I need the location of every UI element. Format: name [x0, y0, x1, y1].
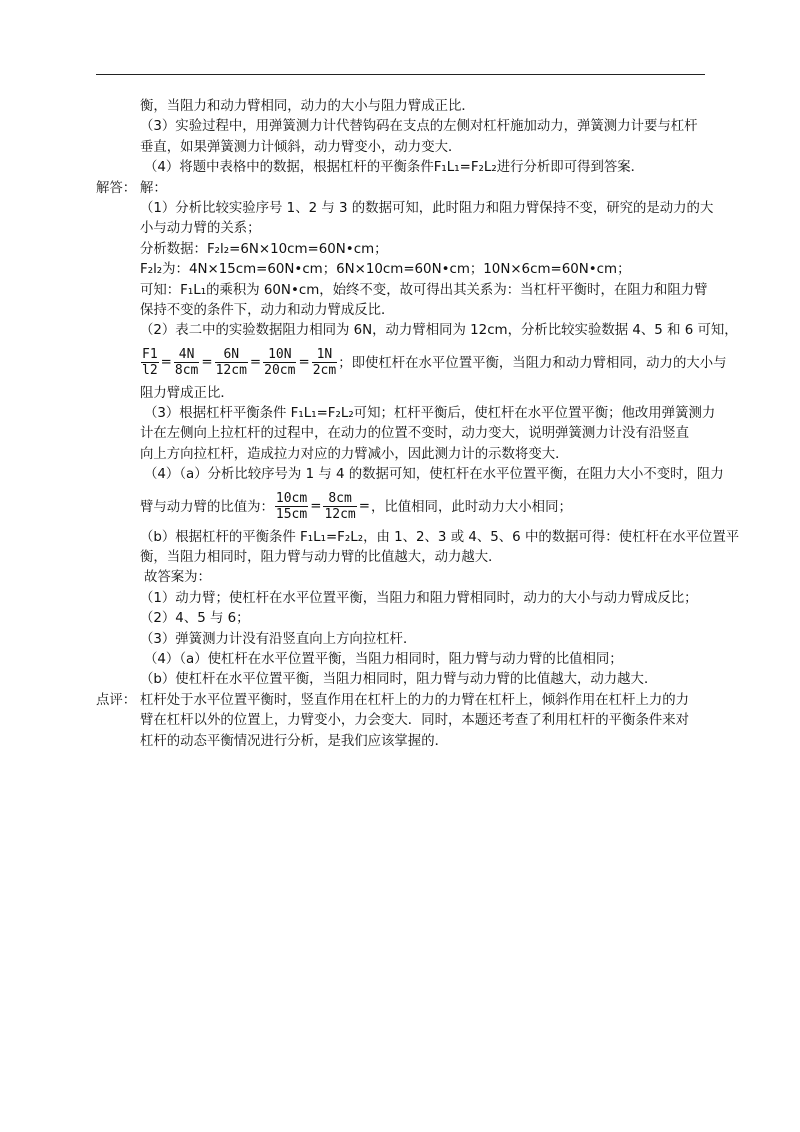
final-answer-line: （3）弹簧测力计没有沿竖直向上方向拉杠杆．: [140, 631, 417, 647]
answer-line: 阻力臂成正比．: [140, 385, 234, 401]
equation-tail-text: ；即使杠杆在水平位置平衡，当阻力和动力臂相同，动力的大小与: [338, 355, 727, 371]
fraction-numerator: 10N: [263, 347, 296, 363]
answer-line: （b）根据杠杆的平衡条件 F₁L₁=F₂L₂，由 1、2、3 或 4、5、6 中的数据可得：使杠杆在水平位置平: [140, 529, 740, 545]
equals-sign: =: [298, 354, 310, 370]
fraction-numerator: 6N: [215, 347, 248, 363]
fraction-numerator: 10cm: [275, 491, 308, 507]
fraction-equation-line: [96, 342, 727, 384]
final-answer-line: （2）4、5 与 6；: [140, 611, 250, 627]
fraction-denominator: 15cm: [275, 507, 308, 523]
fraction: [263, 347, 296, 378]
fraction-denominator: 2cm: [312, 363, 337, 379]
equals-sign: =: [201, 354, 213, 370]
equation-lead-text: 臂与动力臂的比值为：: [140, 499, 274, 515]
comment-head: [96, 691, 708, 711]
fraction-denominator: 12cm: [215, 363, 247, 379]
answer-head: [96, 179, 708, 199]
analysis-line: （4）将题中表格中的数据，根据杠杆的平衡条件F₁L₁=F₂L₂进行分析即可得到答案．: [144, 160, 645, 176]
answer-head-text: 解：: [140, 180, 167, 196]
analysis-line: 衡，当阻力和动力臂相同，动力的大小与阻力臂成正比．: [140, 99, 475, 114]
answer-line: 可知：F₁L₁的乘积为 60N•cm，始终不变，故可得出其关系为：当杠杆平衡时，在阻力和阻力臂: [140, 282, 708, 298]
fraction-numerator: 8cm: [323, 491, 356, 507]
header-rule: [96, 74, 705, 75]
fraction-denominator: 20cm: [264, 363, 296, 379]
fraction-numerator: F1: [142, 347, 158, 363]
fraction-equation-line: [96, 486, 708, 528]
comment-label: 点评：: [96, 692, 137, 708]
answer-line: F₂l₂为：4N×15cm=60N•cm；6N×10cm=60N•cm；10N×6cm=60N•cm；: [140, 262, 631, 278]
analysis-line: 垂直，如果弹簧测力计倾斜，动力臂变小，动力变大．: [140, 139, 462, 155]
final-answer-line: （1）动力臂；使杠杆在水平位置平衡，当阻力和阻力臂相同时，动力的大小与动力臂成反比；: [140, 590, 698, 606]
fraction-denominator: 8cm: [174, 363, 199, 379]
final-answer-label: 故答案为：: [144, 570, 211, 586]
answer-line: （3）根据杠杆平衡条件 F₁L₁=F₂L₂可知；杠杆平衡后，使杠杆在水平位置平衡；他改用弹簧测力: [144, 406, 716, 422]
answer-line: （2）表二中的实验数据阻力相同为 6N，动力臂相同为 12cm，分析比较实验数据 4、5 和 6 可知，: [140, 323, 738, 339]
answer-line: （4）（a）分析比较序号为 1 与 4 的数据可知，使杠杆在水平位置平衡，在阻力大小不变时，阻力: [144, 467, 724, 483]
answer-line: 向上方向拉杠杆，造成拉力对应的力臂减小，因此测力计的示数将变大．: [140, 446, 569, 462]
final-answer-line: （4）（a）使杠杆在水平位置平衡，当阻力相同时，阻力臂与动力臂的比值相同；: [144, 651, 623, 667]
equation-tail-text: ，比值相同，此时动力大小相同；: [371, 499, 572, 515]
answer-label: 解答：: [96, 180, 137, 196]
comment-line: 杠杆的动态平衡情况进行分析，是我们应该掌握的．: [140, 733, 448, 749]
fraction: [312, 347, 337, 378]
fraction-numerator: 1N: [312, 347, 337, 363]
comment-line: 臂在杠杆以外的位置上，力臂变小，力会变大．同时，本题还考查了利用杠杆的平衡条件来对: [140, 713, 690, 729]
solution-document: [96, 97, 740, 752]
final-answer-line: （b）使杠杆在水平位置平衡，当阻力相同时，阻力臂与动力臂的比值越大，动力越大．: [140, 672, 658, 688]
analysis-line: （3）实验过程中，用弹簧测力计代替钩码在支点的左侧对杠杆施加动力，弹簧测力计要与杠杆: [140, 119, 698, 135]
fraction-denominator: l2: [142, 363, 158, 379]
answer-line: 小与动力臂的关系；: [140, 221, 261, 237]
fraction-denominator: 12cm: [324, 507, 356, 523]
equals-sign: =: [310, 498, 322, 514]
fraction: [215, 347, 248, 378]
answer-line: 衡，当阻力相同时，阻力臂与动力臂的比值越大，动力越大．: [140, 550, 502, 566]
answer-line: （1）分析比较实验序号 1、2 与 3 的数据可知，此时阻力和阻力臂保持不变，研究的是动力的大: [140, 200, 714, 216]
fraction: [141, 347, 159, 378]
fraction: [275, 491, 308, 522]
fraction: [174, 347, 199, 378]
fraction: [323, 491, 356, 522]
answer-line: 计在左侧向上拉杠杆的过程中，在动力的位置不变时，动力变大，说明弹簧测力计没有沿竖直: [140, 426, 690, 442]
comment-text: 杠杆处于水平位置平衡时，竖直作用在杠杆上的力的力臂在杠杆上，倾斜作用在杠杆上力的力: [140, 692, 690, 708]
answer-line: 分析数据：F₂l₂=6N×10cm=60N•cm；: [140, 241, 388, 257]
equals-sign: =: [160, 354, 172, 370]
equals-sign: =: [358, 498, 370, 514]
fraction-numerator: 4N: [174, 347, 199, 363]
equals-sign: =: [249, 354, 262, 370]
answer-line: 保持不变的条件下，动力和动力臂成反比．: [140, 302, 395, 318]
